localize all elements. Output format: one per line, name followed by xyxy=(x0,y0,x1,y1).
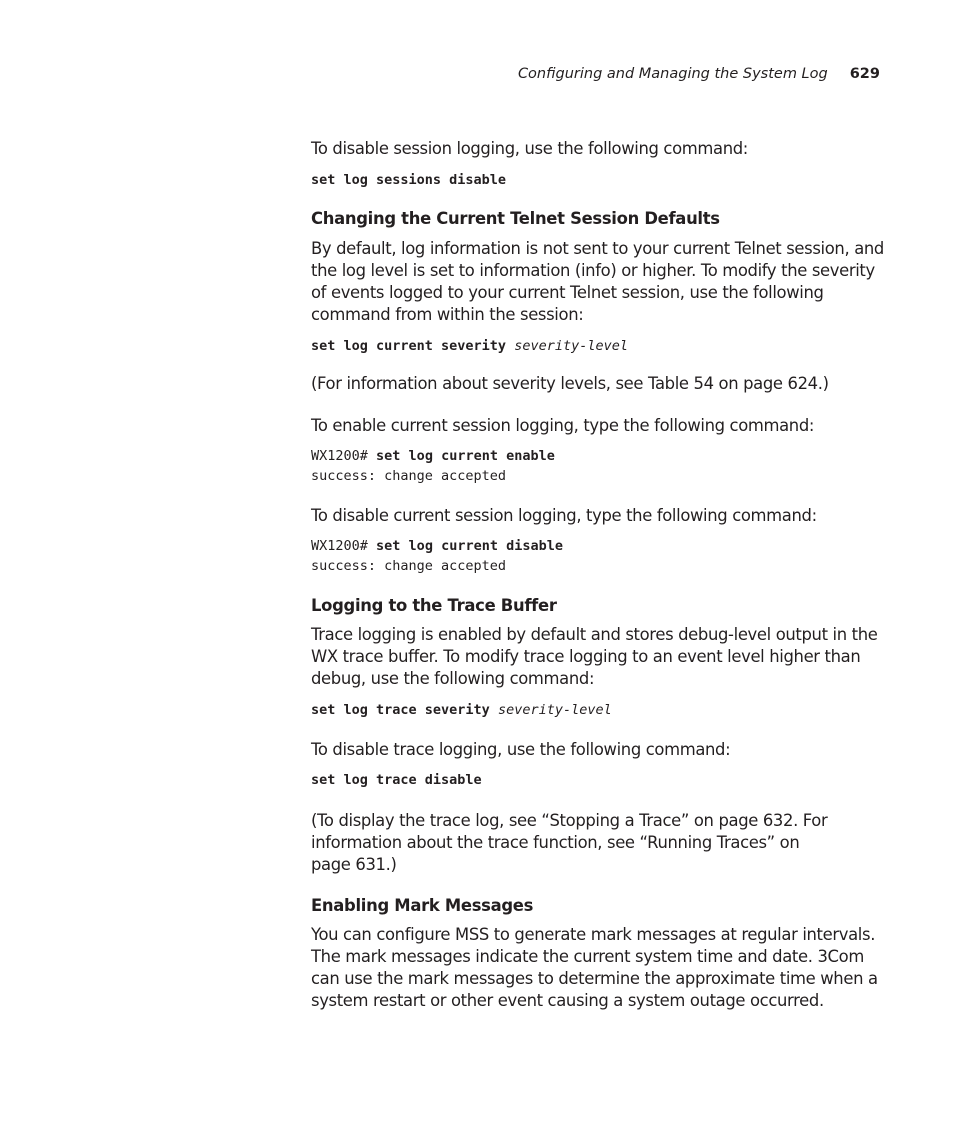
command-text: set log sessions disable xyxy=(311,172,507,188)
cli-prompt: WX1200# xyxy=(311,538,368,554)
heading-mark-messages: Enabling Mark Messages xyxy=(311,896,534,915)
code-current-severity xyxy=(311,336,891,356)
command-argument: severity-level xyxy=(497,702,612,718)
running-header-title: Configuring and Managing the System Log xyxy=(517,66,828,82)
cli-output: success: change accepted xyxy=(311,558,507,574)
heading-telnet-defaults: Changing the Current Telnet Session Defaults xyxy=(311,209,720,228)
paragraph-line: (To display the trace log, see “Stopping a Trace” on page 632. For xyxy=(311,811,828,830)
command-text: set log trace disable xyxy=(311,772,482,788)
cli-prompt: WX1200# xyxy=(311,448,368,464)
paragraph-enable-current: To enable current session logging, type the following command: xyxy=(311,416,815,435)
cli-output: success: change accepted xyxy=(311,468,507,484)
paragraph-disable-trace: To disable trace logging, use the following command: xyxy=(311,740,731,759)
paragraph-trace-reference xyxy=(311,810,891,876)
code-trace-severity xyxy=(311,700,891,720)
page-content xyxy=(311,138,891,1012)
paragraph-telnet-defaults: By default, log information is not sent to your current Telnet session, and the log level is set to information (info) or higher. To modify the severity of events logged to your current Telnet session, use the following command from within the session: xyxy=(311,239,884,324)
code-current-disable xyxy=(311,536,891,576)
code-current-enable xyxy=(311,446,891,486)
heading-trace-buffer: Logging to the Trace Buffer xyxy=(311,596,557,615)
paragraph-disable-current: To disable current session logging, type the following command: xyxy=(311,506,817,525)
paragraph-line: information about the trace function, see “Running Traces” on xyxy=(311,833,800,852)
command-text: set log current severity xyxy=(311,338,507,354)
code-trace-disable xyxy=(311,770,891,790)
page-number: 629 xyxy=(849,66,880,82)
paragraph-disable-session: To disable session logging, use the following command: xyxy=(311,139,748,158)
command-argument: severity-level xyxy=(514,338,629,354)
paragraph-mark-messages: You can configure MSS to generate mark messages at regular intervals. The mark messages indicate the current system time and date. 3Com can use the mark messages to determine the approximate time when a system restart or other event causing a system outage occurred. xyxy=(311,925,878,1010)
command-text: set log trace severity xyxy=(311,702,490,718)
paragraph-trace-buffer: Trace logging is enabled by default and stores debug-level output in the WX trace buffer. To modify trace logging to an event level higher than debug, use the following command: xyxy=(311,625,878,688)
paragraph-severity-reference: (For information about severity levels, see Table 54 on page 624.) xyxy=(311,374,829,393)
command-text: set log current enable xyxy=(376,448,555,464)
running-header xyxy=(518,66,880,82)
paragraph-line: page 631.) xyxy=(311,855,397,874)
code-sessions-disable xyxy=(311,170,891,190)
command-text: set log current disable xyxy=(376,538,563,554)
